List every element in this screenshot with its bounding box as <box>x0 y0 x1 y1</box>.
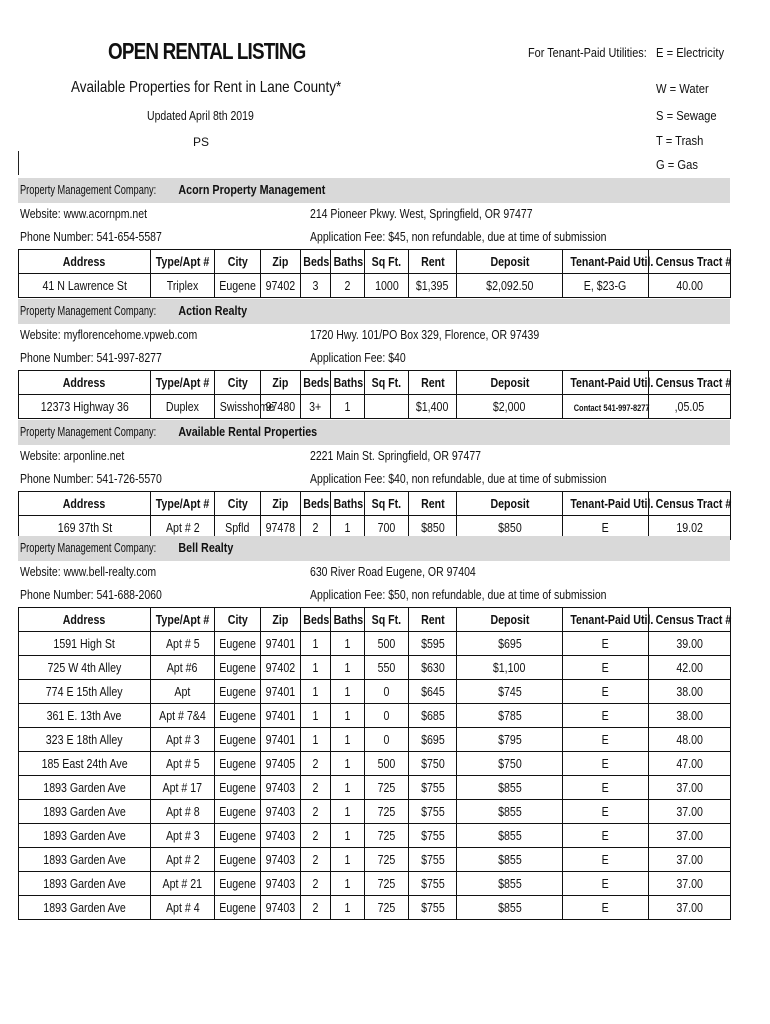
column-header-rent: Rent <box>409 608 457 632</box>
company-header: Property Management Company:Acorn Property Management <box>18 178 730 203</box>
cell-sqft: 725 <box>365 896 409 920</box>
column-header-census: Census Tract # <box>649 250 731 274</box>
table-header-row <box>19 608 731 632</box>
cell-rent: $755 <box>409 896 457 920</box>
column-header-util: Tenant-Paid Util. <box>563 608 649 632</box>
table-row <box>19 872 731 896</box>
cell-beds: 2 <box>301 872 331 896</box>
cell-type: Apt # 7&4 <box>151 704 215 728</box>
legend-trash: T = Trash <box>656 133 704 148</box>
cell-util: E <box>563 728 649 752</box>
author-initials: PS <box>193 135 210 149</box>
cell-city: Eugene <box>215 632 261 656</box>
column-header-baths: Baths <box>331 371 365 395</box>
column-header-baths: Baths <box>331 608 365 632</box>
cell-deposit: $850 <box>457 516 563 540</box>
cell-sqft: 725 <box>365 800 409 824</box>
company-website[interactable]: Website: www.acornpm.net <box>20 207 148 221</box>
column-header-census: Census Tract # <box>649 492 731 516</box>
company-section <box>18 299 730 419</box>
cell-beds: 2 <box>301 516 331 540</box>
cell-zip: 97480 <box>261 395 301 419</box>
column-header-type: Type/Apt # <box>151 250 215 274</box>
cell-deposit: $855 <box>457 800 563 824</box>
cell-city: Spfld <box>215 516 261 540</box>
cell-baths: 1 <box>331 656 365 680</box>
company-name: Acorn Property Management <box>178 183 326 197</box>
column-header-beds: Beds <box>301 371 331 395</box>
cell-zip: 97402 <box>261 656 301 680</box>
cell-baths: 1 <box>331 896 365 920</box>
cell-baths: 1 <box>331 680 365 704</box>
table-row <box>19 824 731 848</box>
cell-zip: 97403 <box>261 896 301 920</box>
listing-table <box>18 370 731 419</box>
cell-util: E <box>563 704 649 728</box>
cell-sqft: 500 <box>365 752 409 776</box>
cell-beds: 3+ <box>301 395 331 419</box>
cell-util: E <box>563 824 649 848</box>
cell-city: Eugene <box>215 824 261 848</box>
updated-date: Updated April 8th 2019 <box>147 109 254 123</box>
cell-baths: 1 <box>331 848 365 872</box>
cell-util: Contact 541-997-8277 <box>563 395 649 419</box>
column-header-sqft: Sq Ft. <box>365 492 409 516</box>
page-subtitle: Available Properties for Rent in Lane County* <box>71 79 342 96</box>
cell-zip: 97403 <box>261 800 301 824</box>
cell-beds: 1 <box>301 704 331 728</box>
cell-city: Eugene <box>215 704 261 728</box>
cell-deposit: $785 <box>457 704 563 728</box>
cell-address: 185 East 24th Ave <box>19 752 151 776</box>
company-section <box>18 178 730 298</box>
column-header-address: Address <box>19 250 151 274</box>
cell-deposit: $855 <box>457 824 563 848</box>
cell-sqft <box>365 395 409 419</box>
company-address: 2221 Main St. Springfield, OR 97477 <box>310 449 482 463</box>
cell-city: Eugene <box>215 728 261 752</box>
cell-util: E <box>563 516 649 540</box>
cell-deposit: $695 <box>457 632 563 656</box>
table-row <box>19 848 731 872</box>
cell-census: ,05.05 <box>649 395 731 419</box>
column-header-zip: Zip <box>261 250 301 274</box>
column-header-address: Address <box>19 608 151 632</box>
cell-baths: 1 <box>331 632 365 656</box>
cell-city: Eugene <box>215 896 261 920</box>
cell-zip: 97403 <box>261 824 301 848</box>
cell-address: 1893 Garden Ave <box>19 800 151 824</box>
cell-baths: 1 <box>331 516 365 540</box>
cell-sqft: 0 <box>365 728 409 752</box>
legend-gas: G = Gas <box>656 157 698 172</box>
cell-sqft: 725 <box>365 872 409 896</box>
column-header-sqft: Sq Ft. <box>365 371 409 395</box>
table-row <box>19 728 731 752</box>
cell-rent: $850 <box>409 516 457 540</box>
cell-city: Eugene <box>215 800 261 824</box>
company-website[interactable]: Website: www.bell-realty.com <box>20 565 157 579</box>
column-header-sqft: Sq Ft. <box>365 608 409 632</box>
cell-deposit: $855 <box>457 848 563 872</box>
column-header-util: Tenant-Paid Util. <box>563 250 649 274</box>
cell-rent: $645 <box>409 680 457 704</box>
cell-util: E <box>563 848 649 872</box>
company-section <box>18 420 730 540</box>
column-header-deposit: Deposit <box>457 492 563 516</box>
column-header-city: City <box>215 371 261 395</box>
cell-census: 19.02 <box>649 516 731 540</box>
cell-deposit: $1,100 <box>457 656 563 680</box>
company-website[interactable]: Website: myflorencehome.vpweb.com <box>20 328 198 342</box>
column-header-type: Type/Apt # <box>151 608 215 632</box>
cell-beds: 2 <box>301 776 331 800</box>
legend-sewage: S = Sewage <box>656 108 717 123</box>
cell-util: E <box>563 752 649 776</box>
cell-city: Eugene <box>215 274 261 298</box>
cell-type: Apt # 2 <box>151 516 215 540</box>
cell-beds: 2 <box>301 896 331 920</box>
column-header-address: Address <box>19 371 151 395</box>
cell-rent: $595 <box>409 632 457 656</box>
cell-city: Eugene <box>215 656 261 680</box>
cell-rent: $695 <box>409 728 457 752</box>
cell-rent: $755 <box>409 824 457 848</box>
cell-beds: 1 <box>301 656 331 680</box>
cell-baths: 1 <box>331 728 365 752</box>
cell-city: Eugene <box>215 848 261 872</box>
cell-sqft: 700 <box>365 516 409 540</box>
cell-address: 323 E 18th Alley <box>19 728 151 752</box>
cell-sqft: 725 <box>365 848 409 872</box>
cell-census: 37.00 <box>649 776 731 800</box>
company-phone: Phone Number: 541-654-5587 <box>20 230 162 244</box>
cell-address: 1893 Garden Ave <box>19 776 151 800</box>
cell-address: 1893 Garden Ave <box>19 824 151 848</box>
table-header-row <box>19 371 731 395</box>
cell-deposit: $855 <box>457 776 563 800</box>
cell-baths: 1 <box>331 824 365 848</box>
cell-type: Apt # 5 <box>151 632 215 656</box>
cell-type: Apt # 21 <box>151 872 215 896</box>
cell-type: Apt # 5 <box>151 752 215 776</box>
cell-deposit: $855 <box>457 872 563 896</box>
company-phone: Phone Number: 541-726-5570 <box>20 472 162 486</box>
company-header: Property Management Company:Available Rental Properties <box>18 420 730 445</box>
table-row <box>19 395 731 419</box>
cell-beds: 3 <box>301 274 331 298</box>
table-header-row <box>19 250 731 274</box>
cell-deposit: $855 <box>457 896 563 920</box>
cell-beds: 1 <box>301 680 331 704</box>
cell-sqft: 725 <box>365 824 409 848</box>
cell-address: 361 E. 13th Ave <box>19 704 151 728</box>
column-header-rent: Rent <box>409 371 457 395</box>
column-header-baths: Baths <box>331 250 365 274</box>
cell-city: Eugene <box>215 872 261 896</box>
column-header-address: Address <box>19 492 151 516</box>
cell-rent: $755 <box>409 872 457 896</box>
cell-deposit: $2,000 <box>457 395 563 419</box>
cell-type: Apt # 3 <box>151 728 215 752</box>
column-header-rent: Rent <box>409 492 457 516</box>
cell-util: E <box>563 872 649 896</box>
cell-deposit: $750 <box>457 752 563 776</box>
cell-sqft: 0 <box>365 704 409 728</box>
company-phone: Phone Number: 541-688-2060 <box>20 588 162 602</box>
column-header-util: Tenant-Paid Util. <box>563 492 649 516</box>
cell-address: 41 N Lawrence St <box>19 274 151 298</box>
company-name: Bell Realty <box>178 541 234 555</box>
cell-census: 37.00 <box>649 848 731 872</box>
column-header-type: Type/Apt # <box>151 492 215 516</box>
table-header-row <box>19 492 731 516</box>
cell-census: 37.00 <box>649 824 731 848</box>
cell-address: 169 37th St <box>19 516 151 540</box>
table-row <box>19 680 731 704</box>
column-header-city: City <box>215 492 261 516</box>
cell-type: Duplex <box>151 395 215 419</box>
listing-table <box>18 249 731 298</box>
cell-address: 12373 Highway 36 <box>19 395 151 419</box>
cell-type: Apt # 17 <box>151 776 215 800</box>
cell-census: 38.00 <box>649 704 731 728</box>
column-header-sqft: Sq Ft. <box>365 250 409 274</box>
cell-beds: 2 <box>301 800 331 824</box>
cell-city: Eugene <box>215 776 261 800</box>
application-fee: Application Fee: $50, non refundable, due at time of submission <box>310 588 607 602</box>
company-address: 630 River Road Eugene, OR 97404 <box>310 565 476 579</box>
cell-zip: 97401 <box>261 680 301 704</box>
cell-type: Apt <box>151 680 215 704</box>
cell-census: 48.00 <box>649 728 731 752</box>
company-phone: Phone Number: 541-997-8277 <box>20 351 162 365</box>
cell-city: Swisshome <box>215 395 261 419</box>
cell-sqft: 550 <box>365 656 409 680</box>
column-header-zip: Zip <box>261 492 301 516</box>
cell-zip: 97402 <box>261 274 301 298</box>
cell-baths: 1 <box>331 395 365 419</box>
cell-sqft: 0 <box>365 680 409 704</box>
cell-util: E <box>563 776 649 800</box>
cell-util: E <box>563 656 649 680</box>
cell-baths: 1 <box>331 872 365 896</box>
column-header-baths: Baths <box>331 492 365 516</box>
cell-census: 37.00 <box>649 896 731 920</box>
cell-rent: $750 <box>409 752 457 776</box>
cell-util: E <box>563 896 649 920</box>
cell-census: 42.00 <box>649 656 731 680</box>
cell-rent: $755 <box>409 776 457 800</box>
listing-table <box>18 607 731 920</box>
cell-zip: 97403 <box>261 848 301 872</box>
column-header-zip: Zip <box>261 371 301 395</box>
cell-rent: $630 <box>409 656 457 680</box>
column-header-rent: Rent <box>409 250 457 274</box>
cell-zip: 97403 <box>261 872 301 896</box>
cell-rent: $755 <box>409 800 457 824</box>
listing-table <box>18 491 731 540</box>
cell-city: Eugene <box>215 752 261 776</box>
cell-address: 774 E 15th Alley <box>19 680 151 704</box>
cell-zip: 97401 <box>261 704 301 728</box>
column-header-city: City <box>215 250 261 274</box>
cell-zip: 97401 <box>261 728 301 752</box>
cell-beds: 2 <box>301 824 331 848</box>
company-section <box>18 536 730 920</box>
cell-rent: $1,400 <box>409 395 457 419</box>
table-row <box>19 632 731 656</box>
cell-rent: $1,395 <box>409 274 457 298</box>
company-name: Available Rental Properties <box>178 425 318 439</box>
cell-baths: 1 <box>331 752 365 776</box>
cell-beds: 1 <box>301 632 331 656</box>
cell-deposit: $2,092.50 <box>457 274 563 298</box>
table-row <box>19 776 731 800</box>
column-header-beds: Beds <box>301 250 331 274</box>
column-header-deposit: Deposit <box>457 371 563 395</box>
page-title: OPEN RENTAL LISTING <box>108 38 306 64</box>
cell-census: 37.00 <box>649 800 731 824</box>
column-header-beds: Beds <box>301 608 331 632</box>
cell-census: 37.00 <box>649 872 731 896</box>
cell-deposit: $795 <box>457 728 563 752</box>
legend-water: W = Water <box>656 81 709 96</box>
cell-util: E <box>563 632 649 656</box>
cell-beds: 2 <box>301 848 331 872</box>
cell-address: 1893 Garden Ave <box>19 896 151 920</box>
cell-census: 40.00 <box>649 274 731 298</box>
cell-util: E <box>563 680 649 704</box>
cell-baths: 1 <box>331 704 365 728</box>
application-fee: Application Fee: $45, non refundable, due at time of submission <box>310 230 607 244</box>
cell-baths: 1 <box>331 800 365 824</box>
cell-city: Eugene <box>215 680 261 704</box>
cell-sqft: 1000 <box>365 274 409 298</box>
cell-type: Triplex <box>151 274 215 298</box>
company-header: Property Management Company:Bell Realty <box>18 536 730 561</box>
cell-census: 39.00 <box>649 632 731 656</box>
cell-zip: 97403 <box>261 776 301 800</box>
company-name: Action Realty <box>178 304 248 318</box>
cell-address: 1591 High St <box>19 632 151 656</box>
company-website[interactable]: Website: arponline.net <box>20 449 125 463</box>
column-header-deposit: Deposit <box>457 250 563 274</box>
cell-sqft: 500 <box>365 632 409 656</box>
cell-deposit: $745 <box>457 680 563 704</box>
cell-zip: 97401 <box>261 632 301 656</box>
cell-rent: $755 <box>409 848 457 872</box>
table-row <box>19 274 731 298</box>
table-row <box>19 704 731 728</box>
company-header: Property Management Company:Action Realty <box>18 299 730 324</box>
divider <box>18 151 19 175</box>
cell-util: E <box>563 800 649 824</box>
cell-util: E, $23-G <box>563 274 649 298</box>
column-header-util: Tenant-Paid Util. <box>563 371 649 395</box>
company-address: 1720 Hwy. 101/PO Box 329, Florence, OR 97439 <box>310 328 540 342</box>
cell-type: Apt #6 <box>151 656 215 680</box>
column-header-census: Census Tract # <box>649 608 731 632</box>
table-row <box>19 896 731 920</box>
column-header-zip: Zip <box>261 608 301 632</box>
application-fee: Application Fee: $40, non refundable, due at time of submission <box>310 472 607 486</box>
cell-census: 47.00 <box>649 752 731 776</box>
cell-baths: 2 <box>331 274 365 298</box>
table-row <box>19 800 731 824</box>
cell-census: 38.00 <box>649 680 731 704</box>
column-header-beds: Beds <box>301 492 331 516</box>
cell-baths: 1 <box>331 776 365 800</box>
table-row <box>19 656 731 680</box>
table-row <box>19 752 731 776</box>
utilities-label: For Tenant-Paid Utilities: <box>528 45 647 60</box>
cell-zip: 97405 <box>261 752 301 776</box>
column-header-type: Type/Apt # <box>151 371 215 395</box>
cell-type: Apt # 4 <box>151 896 215 920</box>
cell-type: Apt # 3 <box>151 824 215 848</box>
cell-address: 1893 Garden Ave <box>19 848 151 872</box>
cell-sqft: 725 <box>365 776 409 800</box>
cell-zip: 97478 <box>261 516 301 540</box>
cell-beds: 1 <box>301 728 331 752</box>
cell-type: Apt # 2 <box>151 848 215 872</box>
cell-address: 725 W 4th Alley <box>19 656 151 680</box>
application-fee: Application Fee: $40 <box>310 351 406 365</box>
company-address: 214 Pioneer Pkwy. West, Springfield, OR 97477 <box>310 207 533 221</box>
column-header-deposit: Deposit <box>457 608 563 632</box>
cell-rent: $685 <box>409 704 457 728</box>
cell-type: Apt # 8 <box>151 800 215 824</box>
column-header-city: City <box>215 608 261 632</box>
cell-address: 1893 Garden Ave <box>19 872 151 896</box>
legend-electricity: E = Electricity <box>656 45 725 60</box>
cell-beds: 2 <box>301 752 331 776</box>
column-header-census: Census Tract # <box>649 371 731 395</box>
